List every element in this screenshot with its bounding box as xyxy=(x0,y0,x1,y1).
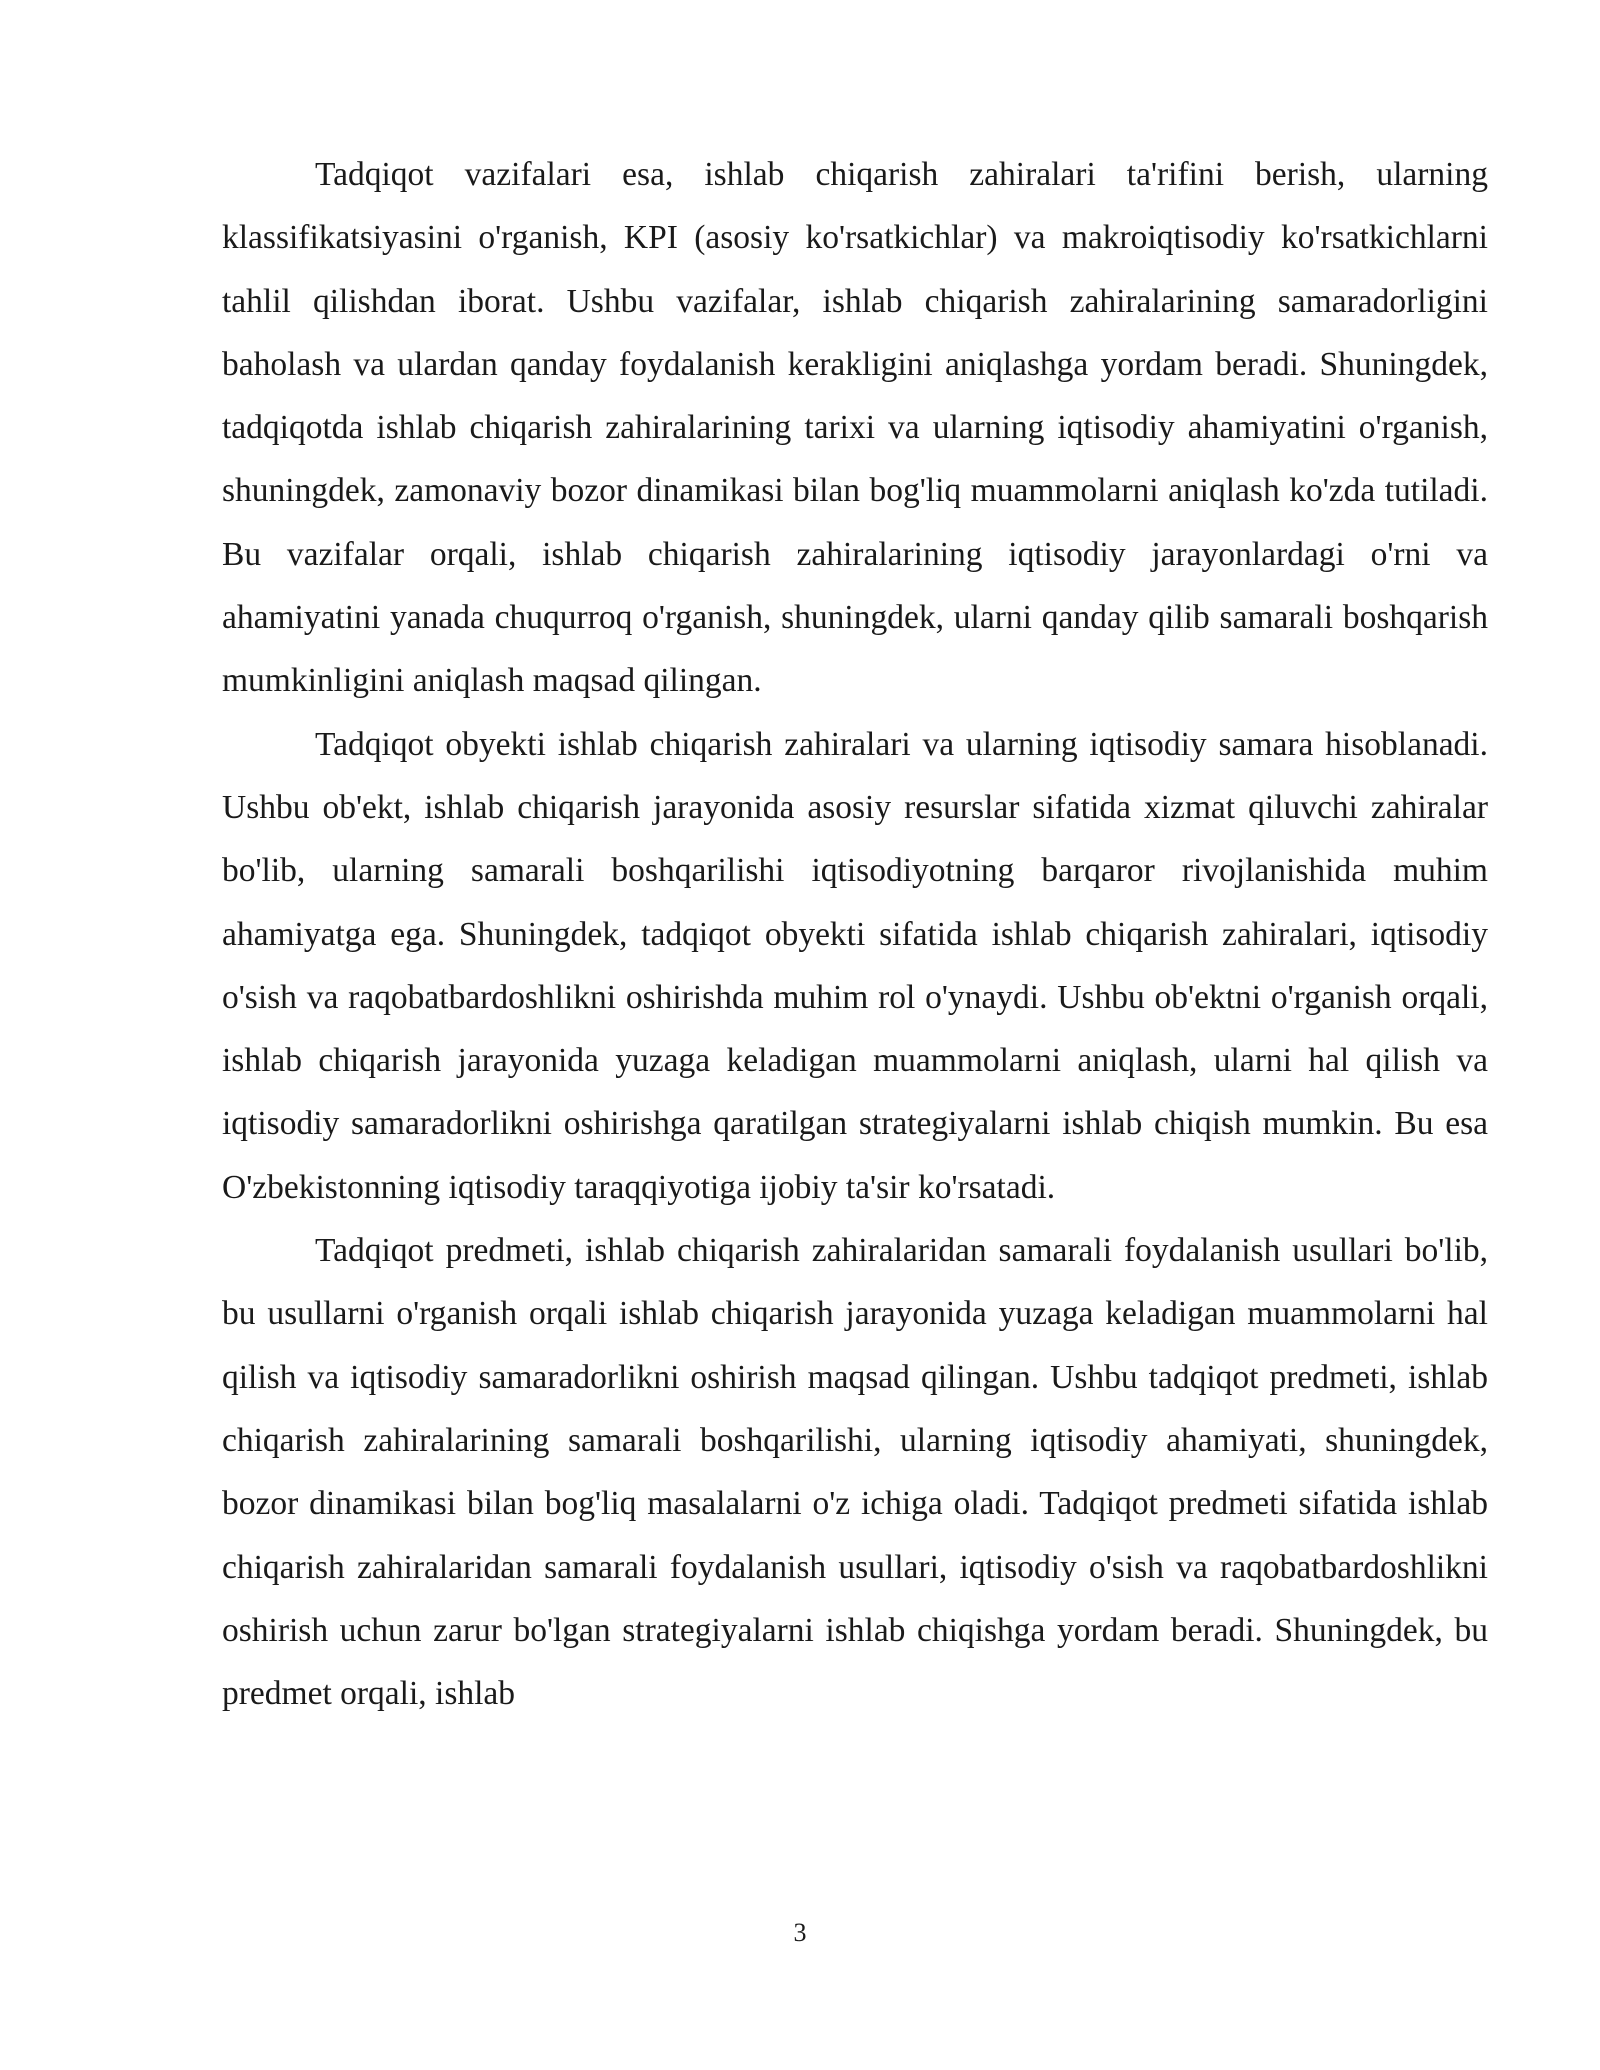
paragraph-object: Tadqiqot obyekti ishlab chiqarish zahiralari va ularning iqtisodiy samara hisoblanadi. Ushbu ob'ekt, ishlab chiqarish jarayonida asosiy resurslar sifatida xizmat qiluvchi zahiralar bo'lib, ularning samarali boshqarilishi iqtisodiyotning barqaror rivojlanishida muhim ahamiyatga ega. Shuningdek, tadqiqot obyekti sifatida ishlab chiqarish zahiralari, iqtisodiy o'sish va raqobatbardoshlikni oshirishda muhim rol o'ynaydi. Ushbu ob'ektni o'rganish orqali, ishlab chiqarish jarayonida yuzaga keladigan muammolarni aniqlash, ularni hal qilish va iqtisodiy samaradorlikni oshirishga qaratilgan strategiyalarni ishlab chiqish mumkin. Bu esa O'zbekistonning iqtisodiy taraqqiyotiga ijobiy ta'sir ko'rsatadi. xyxy=(222,725,1488,1206)
page-number: 3 xyxy=(793,1918,807,1947)
paragraph-subject: Tadqiqot predmeti, ishlab chiqarish zahiralaridan samarali foydalanish usullari bo'lib, bu usullarni o'rganish orqali ishlab chiqarish jarayonida yuzaga keladigan muammolarni hal qilish va iqtisodiy samaradorlikni oshirish maqsad qilingan. Ushbu tadqiqot predmeti, ishlab chiqarish zahiralarining samarali boshqarilishi, ularning iqtisodiy ahamiyati, shuningdek, bozor dinamikasi bilan bog'liq masalalarni o'z ichiga oladi. Tadqiqot predmeti sifatida ishlab chiqarish zahiralaridan samarali foydalanish usullari, iqtisodiy o'sish va raqobatbardoshlikni oshirish uchun zarur bo'lgan strategiyalarni ishlab chiqishga yordam beradi. Shuningdek, bu predmet orqali, ishlab xyxy=(222,1232,1488,1713)
paragraph-tasks: Tadqiqot vazifalari esa, ishlab chiqarish zahiralari ta'rifini berish, ularning klassifikatsiyasini o'rganish, KPI (asosiy ko'rsatkichlar) va makroiqtisodiy ko'rsatkichlarni tahlil qilishdan iborat. Ushbu vazifalar, ishlab chiqarish zahiralarining samaradorligini baholash va ulardan qanday foydalanish kerakligini aniqlashga yordam beradi. Shuningdek, tadqiqotda ishlab chiqarish zahiralarining tarixi va ularning iqtisodiy ahamiyatini o'rganish, shuningdek, zamonaviy bozor dinamikasi bilan bog'liq muammolarni aniqlash ko'zda tutiladi. Bu vazifalar orqali, ishlab chiqarish zahiralarining iqtisodiy jarayonlardagi o'rni va ahamiyatini yanada chuqurroq o'rganish, shuningdek, ularni qanday qilib samarali boshqarish mumkinligini aniqlash maqsad qilingan. xyxy=(222,156,1488,700)
body-text xyxy=(222,143,1488,1725)
